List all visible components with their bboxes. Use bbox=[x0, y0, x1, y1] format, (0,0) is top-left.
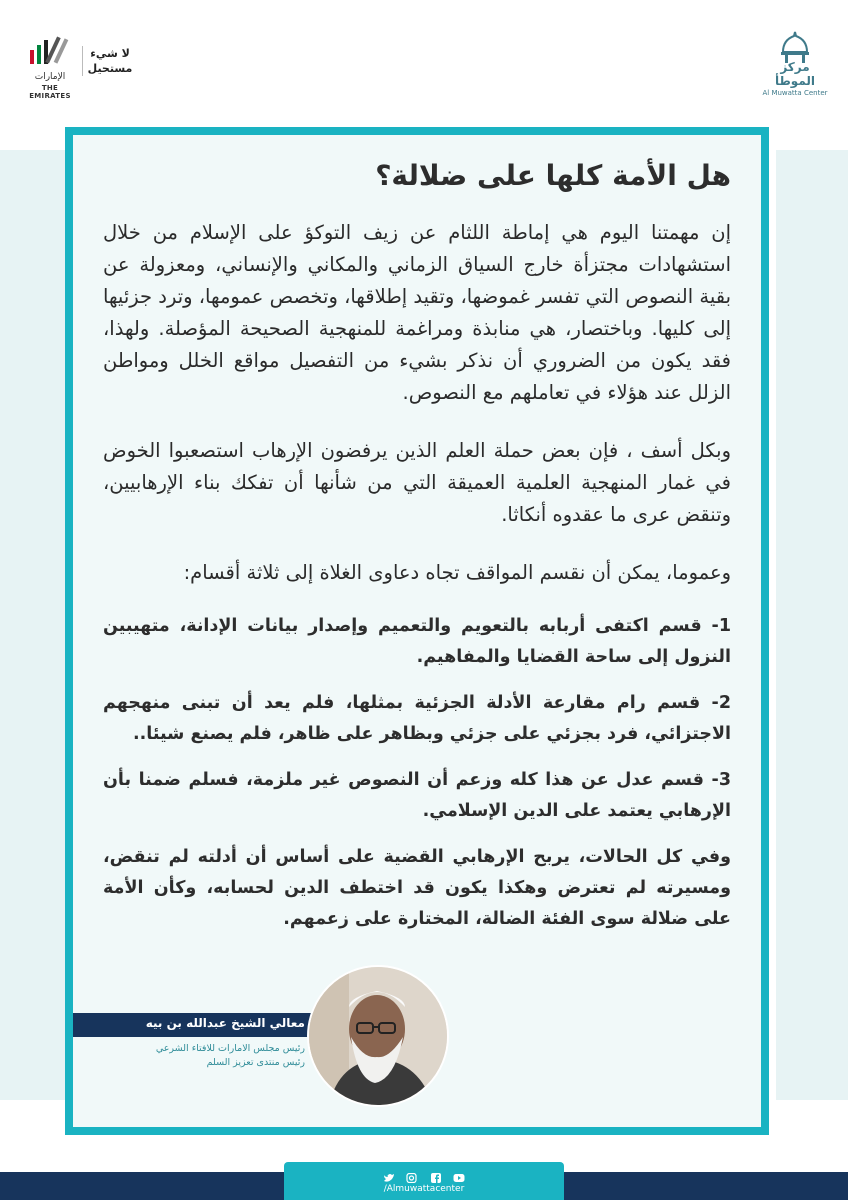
uae-logo-english: THE EMIRATES bbox=[29, 84, 71, 100]
youtube-icon[interactable] bbox=[453, 1168, 465, 1178]
muwatta-logo-english: Al Muwatta Center bbox=[762, 89, 828, 97]
paragraph-intro: إن مهمتنا اليوم هي إماطة اللثام عن زيف التوكؤ على الإسلام من خلال استشهادات مجتزأة خارج السياق الزماني والمكاني والإنساني، ومعزولة عن بقية النصوص التي تفسر غموضها، وتقيد إطلاقها، وتخصص عمومها، وترد جزئيها إلى كليها. وباختصار، هي منابذة ومراغمة للمنهجية الصحيحة المؤصلة. ولهذا، فقد يكون من الضروري أن نذكر بشيء من التفصيل مواقع الخلل ومواطن الزلل عند هؤلاء في تعاملهم مع النصوص. bbox=[103, 221, 731, 404]
mosque-dome-icon bbox=[775, 30, 815, 64]
facebook-icon[interactable] bbox=[430, 1168, 442, 1178]
author-name-bar bbox=[73, 1013, 313, 1037]
paragraph-regret: وبكل أسف ، فإن بعض حملة العلم الذين يرفضون الإرهاب استصعبوا الخوض في غمار المنهجية العلمية العميقة التي من شأنها أن تفكك بناء الإرهابيين، وتنقض عرى ما عقدوه أنكاثا. bbox=[103, 439, 731, 526]
uae-logo-arabic: الإمارات bbox=[34, 72, 66, 82]
social-handle[interactable]: /Almuwattacenter bbox=[383, 1184, 465, 1194]
point-1: 1- قسم اكتفى أربابه بالتعويم والتعميم وإصدار بيانات الإدانة، متهيبين النزول إلى ساحة القضايا والمفاهيم. bbox=[103, 616, 731, 667]
uae-brand-logo bbox=[20, 30, 133, 100]
article-title: هل الأمة كلها على ضلالة؟ bbox=[375, 159, 731, 192]
author-name: معالي الشيخ عبدالله بن بيه bbox=[145, 1016, 305, 1030]
slogan-line-1: لا شيء bbox=[90, 47, 130, 60]
social-footer bbox=[284, 1162, 564, 1200]
slogan bbox=[82, 46, 133, 76]
muwatta-center-logo bbox=[760, 30, 830, 96]
uae-stripes-logo-icon bbox=[28, 36, 72, 66]
slogan-line-2: مستحيل bbox=[87, 62, 133, 75]
point-2: 2- قسم رام مقارعة الأدلة الجزئية بمثلها، فلم يعد أن تبنى منهجهم الاجتزائي، فرد بجزئي على جزئي وبظاهر على ظاهر، فلم يصنع شيئا.. bbox=[103, 693, 731, 744]
author-photo bbox=[307, 965, 449, 1107]
article-card bbox=[65, 127, 769, 1135]
twitter-icon[interactable] bbox=[383, 1168, 395, 1178]
author-role-2: رئيس منتدى تعزيز السلم bbox=[206, 1057, 305, 1068]
article-content bbox=[103, 135, 731, 950]
point-3: 3- قسم عدل عن هذا كله وزعم أن النصوص غير ملزمة، فسلم ضمنا بأن الإرهابي يعتمد على الدين الإسلامي. bbox=[103, 770, 731, 821]
author-portrait-icon bbox=[309, 967, 447, 1105]
author-role-1: رئيس مجلس الامارات للافتاء الشرعي bbox=[155, 1043, 305, 1054]
page-header bbox=[0, 0, 848, 100]
paragraph-divisions: وعموما، يمكن أن نقسم المواقف تجاه دعاوى الغلاة إلى ثلاثة أقسام: bbox=[183, 561, 731, 584]
muwatta-logo-arabic: مركز الموطأ bbox=[775, 60, 815, 88]
instagram-icon[interactable] bbox=[406, 1168, 418, 1178]
conclusion: وفي كل الحالات، يربح الإرهابي القضية على أساس أن أدلته لم تنقض، ومسيرته لم تعترض وهكذا يكون قد اختطف الدين لحسابه، وكأن الأمة على ضلالة سوى الفئة الضالة، المختارة على زعمهم. bbox=[103, 847, 731, 929]
